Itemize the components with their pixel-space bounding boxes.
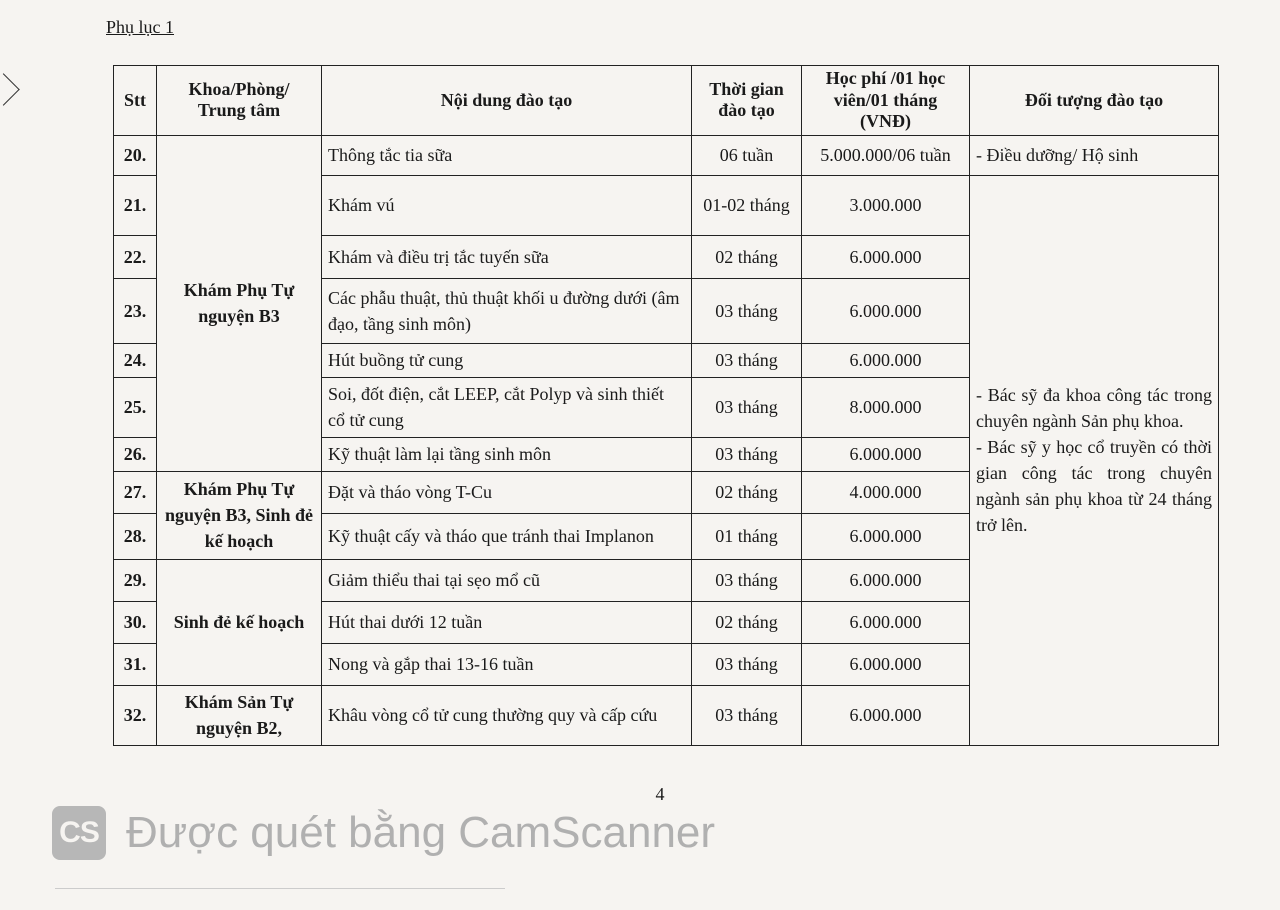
- table-header-row: [114, 66, 1219, 136]
- header-fee: Học phí /01 học viên/01 tháng (VNĐ): [802, 66, 970, 136]
- row-duration: 01-02 tháng: [692, 175, 802, 235]
- department-cell: Khám Phụ Tự nguyện B3, Sinh đẻ kế hoạch: [157, 471, 322, 559]
- target-cell: [970, 175, 1219, 745]
- camscanner-logo-icon: CS: [52, 806, 106, 860]
- row-stt: 26.: [114, 437, 157, 471]
- row-content: Khám vú: [322, 175, 692, 235]
- row-stt: 32.: [114, 685, 157, 745]
- row-content: Soi, đốt điện, cắt LEEP, cắt Polyp và sinh thiết cổ tử cung: [322, 377, 692, 437]
- watermark-text: Được quét bằng CamScanner: [126, 808, 716, 857]
- header-duration: Thời gian đào tạo: [692, 66, 802, 136]
- row-duration: 03 tháng: [692, 377, 802, 437]
- row-stt: 24.: [114, 343, 157, 377]
- row-duration: 02 tháng: [692, 471, 802, 513]
- row-fee: 6.000.000: [802, 601, 970, 643]
- department-cell: Sinh đẻ kế hoạch: [157, 559, 322, 685]
- table-row: [114, 135, 1219, 175]
- row-duration: 02 tháng: [692, 235, 802, 278]
- row-content: Nong và gắp thai 13-16 tuần: [322, 643, 692, 685]
- row-content: Khám và điều trị tắc tuyến sữa: [322, 235, 692, 278]
- row-fee: 5.000.000/06 tuần: [802, 135, 970, 175]
- row-duration: 06 tuần: [692, 135, 802, 175]
- row-fee: 6.000.000: [802, 513, 970, 559]
- department-cell: Khám Phụ Tự nguyện B3: [157, 135, 322, 471]
- row-fee: 6.000.000: [802, 343, 970, 377]
- row-content: Thông tắc tia sữa: [322, 135, 692, 175]
- row-fee: 8.000.000: [802, 377, 970, 437]
- row-stt: 30.: [114, 601, 157, 643]
- row-content: Hút buồng tử cung: [322, 343, 692, 377]
- margin-chevron-mark: [0, 73, 20, 106]
- row-duration: 03 tháng: [692, 643, 802, 685]
- row-fee: 6.000.000: [802, 559, 970, 601]
- row-content: Các phẫu thuật, thủ thuật khối u đường dưới (âm đạo, tầng sinh môn): [322, 278, 692, 343]
- page-number: 4: [655, 784, 665, 804]
- header-stt: Stt: [114, 66, 157, 136]
- header-dept: Khoa/Phòng/ Trung tâm: [157, 66, 322, 136]
- row-duration: 03 tháng: [692, 559, 802, 601]
- header-content: Nội dung đào tạo: [322, 66, 692, 136]
- row-content: Khâu vòng cổ tử cung thường quy và cấp cứu: [322, 685, 692, 745]
- row-stt: 20.: [114, 135, 157, 175]
- row-content: Hút thai dưới 12 tuần: [322, 601, 692, 643]
- row-stt: 21.: [114, 175, 157, 235]
- row-stt: 29.: [114, 559, 157, 601]
- row-stt: 22.: [114, 235, 157, 278]
- row-stt: 25.: [114, 377, 157, 437]
- target-doctor-general: - Bác sỹ đa khoa công tác trong chuyên ngành Sản phụ khoa.: [976, 385, 1212, 432]
- department-cell: Khám Sản Tự nguyện B2,: [157, 685, 322, 745]
- row-fee: 6.000.000: [802, 235, 970, 278]
- row-content: Đặt và tháo vòng T-Cu: [322, 471, 692, 513]
- row-fee: 6.000.000: [802, 437, 970, 471]
- row-fee: 3.000.000: [802, 175, 970, 235]
- target-doctor-traditional: - Bác sỹ y học cổ truyền có thời gian công tác trong chuyên ngành sản phụ khoa từ 24 tháng trở lên.: [976, 437, 1212, 536]
- target-cell: - Điều dưỡng/ Hộ sinh: [970, 135, 1219, 175]
- row-fee: 4.000.000: [802, 471, 970, 513]
- bottom-divider: [55, 888, 505, 889]
- curriculum-table: [113, 65, 1219, 746]
- row-content: Giảm thiểu thai tại sẹo mổ cũ: [322, 559, 692, 601]
- row-stt: 28.: [114, 513, 157, 559]
- row-duration: 03 tháng: [692, 437, 802, 471]
- row-fee: 6.000.000: [802, 278, 970, 343]
- page-heading: Phụ lục 1: [106, 17, 175, 37]
- row-stt: 27.: [114, 471, 157, 513]
- row-content: Kỹ thuật cấy và tháo que tránh thai Implanon: [322, 513, 692, 559]
- row-duration: 01 tháng: [692, 513, 802, 559]
- row-stt: 31.: [114, 643, 157, 685]
- row-duration: 03 tháng: [692, 278, 802, 343]
- row-fee: 6.000.000: [802, 643, 970, 685]
- row-duration: 03 tháng: [692, 343, 802, 377]
- row-stt: 23.: [114, 278, 157, 343]
- header-target: Đối tượng đào tạo: [970, 66, 1219, 136]
- row-fee: 6.000.000: [802, 685, 970, 745]
- row-duration: 03 tháng: [692, 685, 802, 745]
- row-duration: 02 tháng: [692, 601, 802, 643]
- row-content: Kỹ thuật làm lại tầng sinh môn: [322, 437, 692, 471]
- camscanner-watermark: [52, 806, 715, 860]
